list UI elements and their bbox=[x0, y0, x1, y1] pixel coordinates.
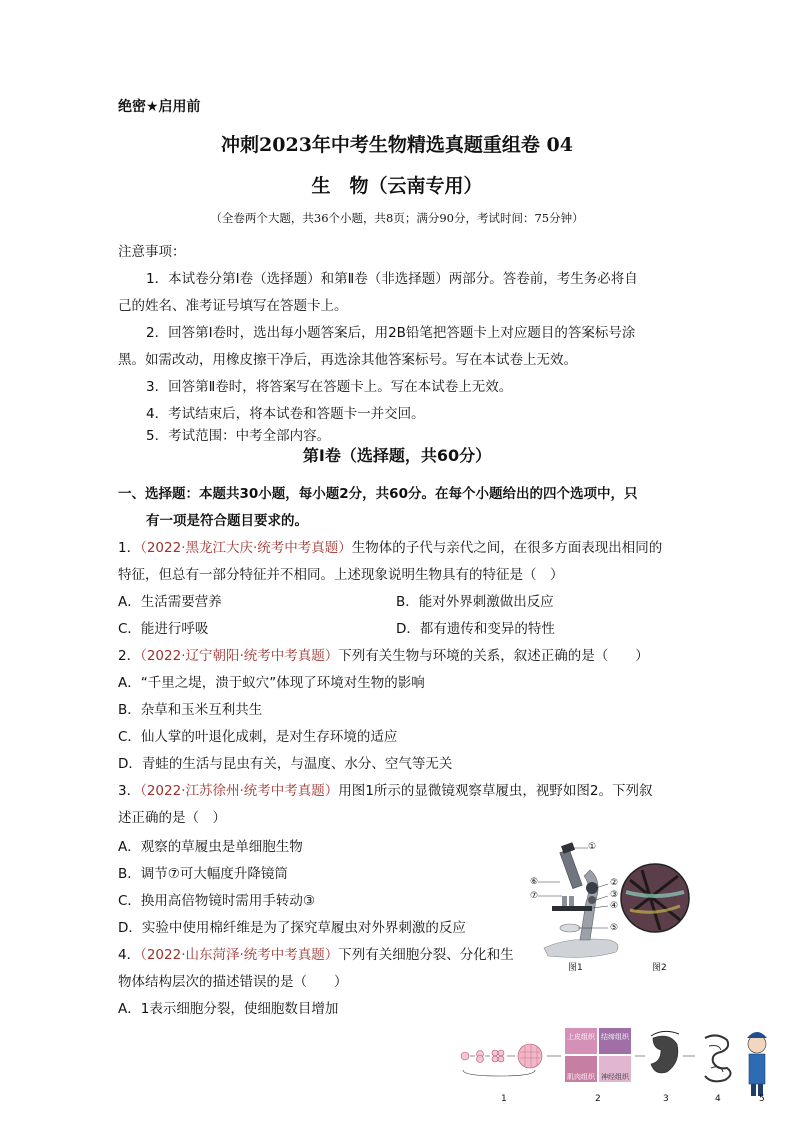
figure-label: ③ bbox=[610, 890, 619, 900]
notice-heading: 注意事项： bbox=[118, 244, 186, 260]
notice-item: 5．考试范围：中考全部内容。 bbox=[146, 428, 331, 444]
question-2-stem bbox=[118, 644, 649, 664]
notice-item: 1．本试卷分第Ⅰ卷（选择题）和第Ⅱ卷（非选择题）两部分。答卷前，考生务必将自 bbox=[146, 271, 638, 287]
option-d: D．都有遗传和变异的特性 bbox=[396, 621, 555, 637]
question-text: 下列有关生物与环境的关系，叙述正确的是（ ） bbox=[338, 648, 649, 664]
option-a: A．生活需要营养 bbox=[118, 594, 222, 610]
question-text: 特征，但总有一部分特征并不相同。上述现象说明生物具有的特征是（ ） bbox=[118, 567, 564, 583]
figure-label: ⑤ bbox=[610, 923, 619, 933]
question-source: （2022·江苏徐州·统考中考真题） bbox=[140, 783, 339, 799]
figure-label: ② bbox=[610, 878, 619, 888]
section-title: 第Ⅰ卷（选择题，共60分） bbox=[302, 446, 492, 465]
option-c: C．能进行呼吸 bbox=[118, 621, 209, 637]
question-text: 述正确的是（ ） bbox=[118, 810, 226, 826]
figure-number: 4 bbox=[715, 1094, 721, 1104]
question-number: 2． bbox=[118, 648, 141, 664]
figure-number: 2 bbox=[595, 1094, 601, 1104]
tissue-label: 神经组织 bbox=[601, 1073, 629, 1081]
option-a: A．观察的草履虫是单细胞生物 bbox=[118, 839, 303, 855]
question-number: 1． bbox=[118, 540, 141, 556]
exam-title: 冲刺2023年中考生物精选真题重组卷 04 bbox=[221, 134, 573, 156]
option-c: C．仙人掌的叶退化成刺，是对生存环境的适应 bbox=[118, 729, 398, 745]
option-b: B．调节⑦可大幅度升降镜筒 bbox=[118, 866, 288, 882]
figure-number: 3 bbox=[663, 1094, 669, 1104]
notice-item: 黑。如需改动，用橡皮擦干净后，再选涂其他答案标号。写在本试卷上无效。 bbox=[118, 352, 577, 368]
exam-scope: （全卷两个大题，共36个小题，共8页；满分90分，考试时间：75分钟） bbox=[210, 211, 584, 225]
question-3-stem bbox=[118, 779, 652, 799]
figure-caption: 图2 bbox=[652, 963, 667, 973]
option-c: C．换用高倍物镜时需用手转动③ bbox=[118, 893, 316, 909]
notice-item: 2．回答第Ⅰ卷时，选出每小题答案后，用2B铅笔把答题卡上对应题目的答案标号涂 bbox=[146, 325, 636, 341]
section-instruction: 一、选择题：本题共30小题，每小题2分，共60分。在每个小题给出的四个选项中，只 bbox=[118, 486, 638, 502]
option-a: A．1表示细胞分裂，使细胞数目增加 bbox=[118, 1001, 339, 1017]
figure-caption: 图1 bbox=[568, 963, 583, 973]
structure-levels-figure bbox=[455, 1018, 785, 1118]
option-b: B．能对外界刺激做出反应 bbox=[396, 594, 554, 610]
question-source: （2022·山东菏泽·统考中考真题） bbox=[140, 947, 339, 963]
notice-item: 己的姓名、准考证号填写在答题卡上。 bbox=[118, 298, 348, 314]
notice-item: 4．考试结束后，将本试卷和答题卡一并交回。 bbox=[146, 406, 425, 422]
figure-label: ④ bbox=[610, 901, 619, 911]
microscope-icon bbox=[530, 840, 710, 972]
option-b: B．杂草和玉米互利共生 bbox=[118, 702, 263, 718]
question-text: 用图1所示的显微镜观察草履虫，视野如图2。下列叙 bbox=[338, 783, 653, 799]
notice-item: 3．回答第Ⅱ卷时，将答案写在答题卡上。写在本试卷上无效。 bbox=[146, 379, 513, 395]
figure-number: 5 bbox=[759, 1094, 765, 1104]
tissue-label: 结缔组织 bbox=[601, 1033, 629, 1041]
figure-label: ⑥ bbox=[530, 877, 539, 887]
microscope-figure bbox=[530, 840, 710, 972]
figure-label: ① bbox=[588, 842, 597, 852]
secret-mark: 绝密★启用前 bbox=[118, 99, 201, 115]
tissue-label: 肌肉组织 bbox=[567, 1073, 595, 1081]
figure-label: ⑦ bbox=[530, 891, 539, 901]
question-text: 生物体的子代与亲代之间，在很多方面表现出相同的 bbox=[351, 540, 663, 556]
question-4-stem bbox=[118, 943, 514, 963]
question-source: （2022·辽宁朝阳·统考中考真题） bbox=[140, 648, 339, 664]
section-instruction: 有一项是符合题目要求的。 bbox=[146, 513, 308, 529]
tissue-label: 上皮组织 bbox=[567, 1033, 595, 1041]
question-number: 3． bbox=[118, 783, 141, 799]
option-a: A．“千里之堤，溃于蚁穴”体现了环境对生物的影响 bbox=[118, 675, 425, 691]
question-text: 下列有关细胞分裂、分化和生 bbox=[338, 947, 514, 963]
figure-number: 1 bbox=[501, 1094, 507, 1104]
question-text: 物体结构层次的描述错误的是（ ） bbox=[118, 974, 348, 990]
question-1-stem bbox=[118, 536, 662, 556]
question-number: 4． bbox=[118, 947, 141, 963]
option-d: D．实验中使用棉纤维是为了探究草履虫对外界刺激的反应 bbox=[118, 920, 466, 936]
question-source: （2022·黑龙江大庆·统考中考真题） bbox=[140, 540, 352, 556]
exam-subject: 生 物（云南专用） bbox=[311, 175, 483, 197]
option-d: D．青蛙的生活与昆虫有关，与温度、水分、空气等无关 bbox=[118, 756, 453, 772]
